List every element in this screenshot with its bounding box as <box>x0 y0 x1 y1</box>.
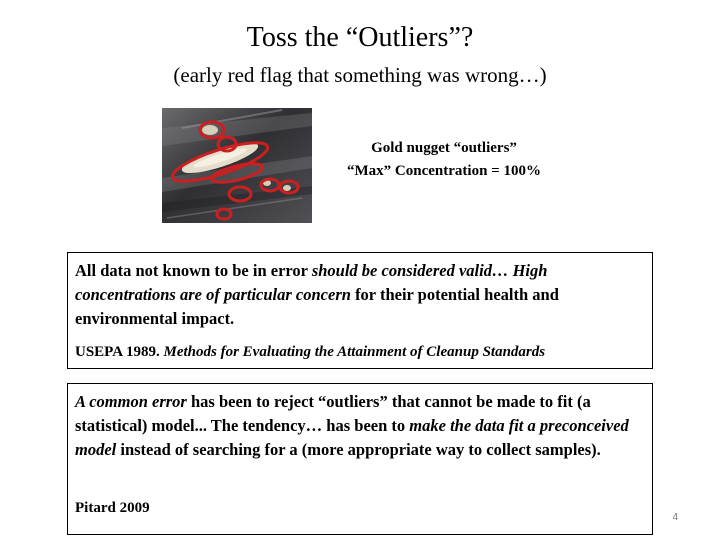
quote-source: Pitard 2009 <box>75 500 150 516</box>
quote-source <box>75 342 545 362</box>
slide-title: Toss the “Outliers”? <box>246 22 474 53</box>
quote-text <box>75 259 645 331</box>
slide-subtitle: (early red flag that something was wrong…) <box>173 63 547 87</box>
caption-line-outliers: Gold nugget “outliers” <box>371 140 517 156</box>
page-number: 4 <box>672 512 678 523</box>
gold-nugget-photo <box>162 108 312 223</box>
quote-box-usepa <box>67 252 653 369</box>
quote-text-part: has been to reject “outliers” that cannot be made to fit (a statistical) model... The tendency… has been to <box>75 392 591 435</box>
quote-text-part: instead of searching for a (more appropriate way to collect samples). <box>116 440 601 459</box>
source-title: Methods for Evaluating the Attainment of Cleanup Standards <box>163 344 546 360</box>
quote-emphasis: should be considered valid… High concentrations are of particular concern <box>75 261 548 304</box>
caption-line-max-concentration: “Max” Concentration = 100% <box>347 163 541 179</box>
quote-text-part: for their potential health and environmental impact. <box>75 285 559 328</box>
quote-emphasis: A common error <box>75 392 187 411</box>
photo-caption <box>318 137 570 183</box>
quote-text <box>75 390 645 462</box>
quote-emphasis: make the data fit a preconceived model <box>75 416 629 459</box>
quote-box-pitard <box>67 383 653 535</box>
quote-text-part: All data not known to be in error <box>75 261 312 280</box>
source-author: USEPA 1989. <box>75 344 164 360</box>
